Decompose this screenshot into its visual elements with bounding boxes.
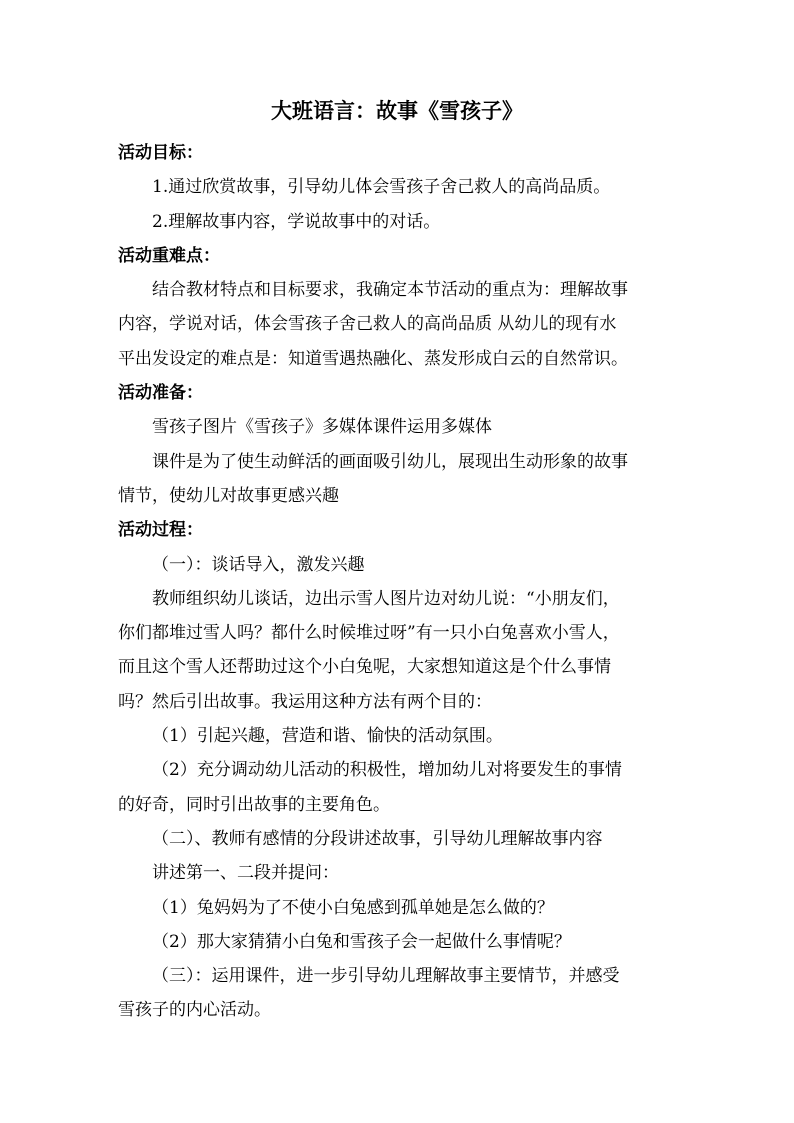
- paragraph-line: 内容，学说对话，体会雪孩子舍己救人的高尚品质 从幼儿的现有水: [118, 314, 617, 335]
- paragraph-line: （一）：谈话导入，激发兴趣: [152, 554, 365, 575]
- section-heading: 活动过程：: [118, 520, 203, 541]
- paragraph-line: （2）那大家猜猜小白兔和雪孩子会一起做什么事情呢？: [152, 931, 571, 952]
- section-heading: 活动目标：: [118, 143, 203, 163]
- section-heading: 活动重难点：: [118, 245, 220, 266]
- document-title: 大班语言：故事《雪孩子》: [271, 98, 523, 123]
- paragraph-line: 你们都堆过雪人吗？都什么时候堆过呀”有一只小白兔喜欢小雪人，: [118, 623, 620, 644]
- paragraph-line: 2.理解故事内容，学说故事中的对话。: [152, 211, 441, 232]
- paragraph-line: （1）兔妈妈为了不使小白兔感到孤单她是怎么做的？: [152, 897, 554, 918]
- paragraph-line: 讲述第一、二段并提问：: [152, 863, 339, 884]
- paragraph-line: 1.通过欣赏故事，引导幼儿体会雪孩子舍己救人的高尚品质。: [152, 177, 611, 198]
- paragraph-line: 的好奇，同时引出故事的主要角色。: [118, 794, 390, 815]
- paragraph-line: 雪孩子图片《雪孩子》多媒体课件运用多媒体: [152, 417, 492, 438]
- paragraph-line: 吗？然后引出故事。我运用这种方法有两个目的：: [118, 691, 492, 712]
- section-heading: 活动准备：: [118, 383, 203, 404]
- paragraph-line: 雪孩子的内心活动。: [118, 1000, 271, 1021]
- paragraph-line: （2）充分调动幼儿活动的积极性，增加幼儿对将要发生的事情: [152, 760, 622, 781]
- paragraph-line: （二）、教师有感情的分段讲述故事，引导幼儿理解故事内容: [152, 828, 603, 849]
- paragraph-line: 情节，使幼儿对故事更感兴趣: [118, 485, 339, 506]
- paragraph-line: 而且这个雪人还帮助过这个小白兔呢，大家想知道这是个什么事情: [118, 657, 611, 678]
- document-body: [118, 136, 684, 1028]
- paragraph-line: （1）引起兴趣，营造和谐、愉快的活动氛围。: [152, 726, 503, 747]
- paragraph-line: 平出发设定的难点是：知道雪遇热融化、蒸发形成白云的自然常识。: [118, 348, 628, 369]
- paragraph-line: 结合教材特点和目标要求，我确定本节活动的重点为：理解故事: [152, 280, 628, 301]
- paragraph-line: 教师组织幼儿谈话，边出示雪人图片边对幼儿说：“小朋友们，: [152, 588, 620, 609]
- paragraph-line: （三）：运用课件，进一步引导幼儿理解故事主要情节，并感受: [152, 966, 620, 987]
- paragraph-line: 课件是为了使生动鲜活的画面吸引幼儿，展现出生动形象的故事: [152, 451, 628, 472]
